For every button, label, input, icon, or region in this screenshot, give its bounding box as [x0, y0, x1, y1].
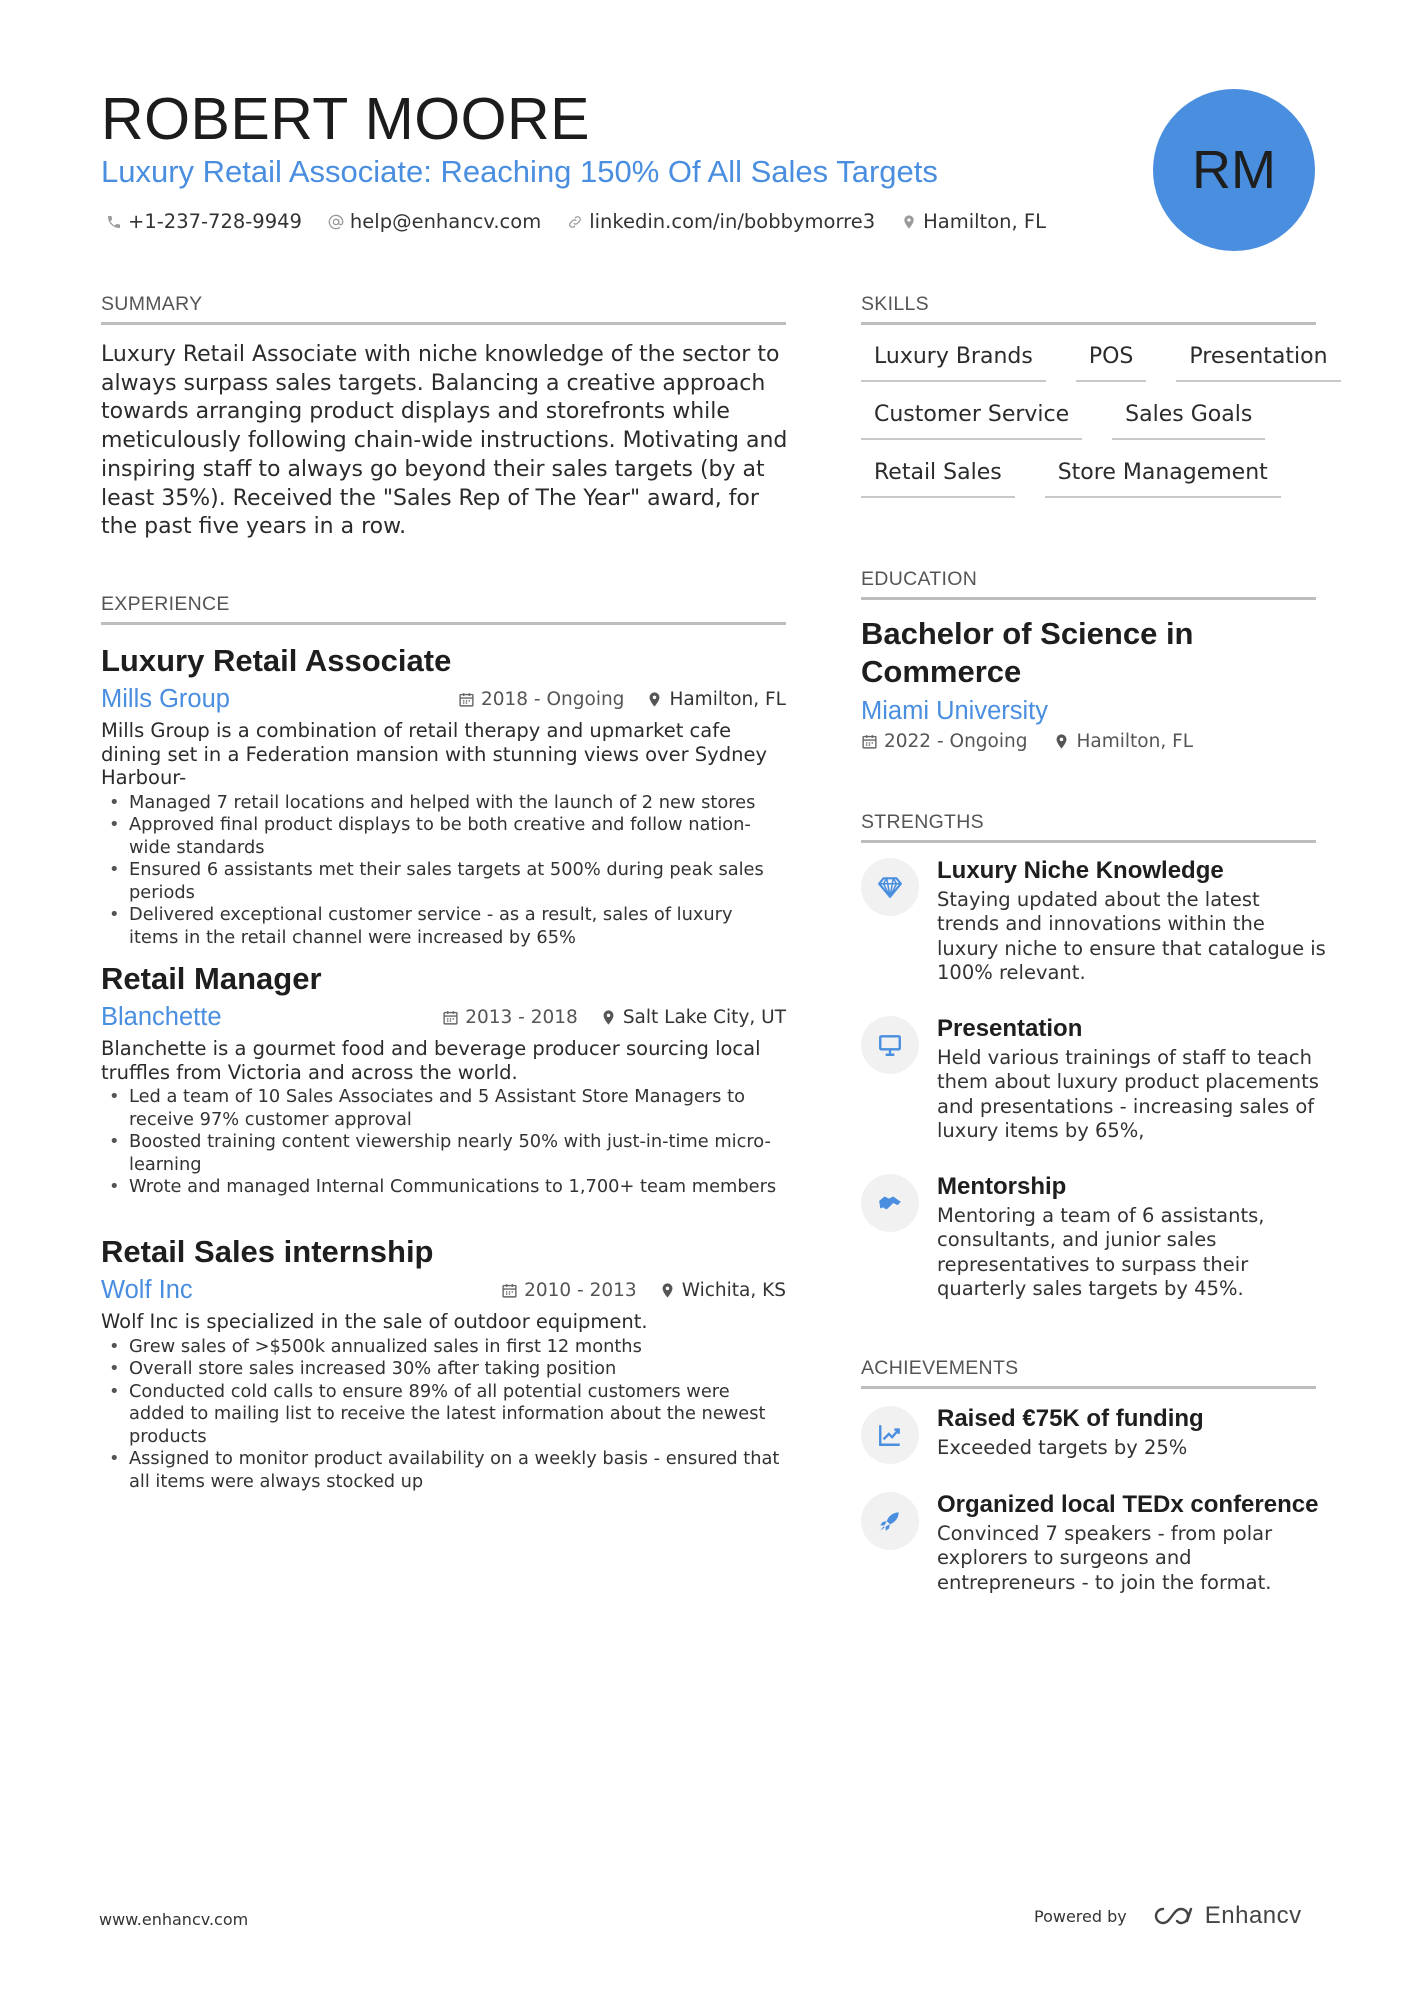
job-dates — [501, 1280, 637, 1301]
job-header-row — [101, 681, 786, 717]
brand-name: Enhancv — [1204, 1902, 1302, 1929]
strength-description: Staying updated about the latest trends and innovations within the luxury niche to ensure that catalogue is 100% relevant. — [937, 888, 1326, 984]
achievement-description: Convinced 7 speakers - from polar explorers to surgeons and entrepreneurs - to join the format. — [937, 1522, 1273, 1594]
contact-linkedin[interactable] — [567, 206, 875, 238]
skills-list — [861, 338, 1328, 512]
strength-description: Held various trainings of staff to teach them about luxury product placements and presentations - increasing sales of luxury items by 65%, — [937, 1046, 1319, 1142]
job-bullets — [101, 1336, 786, 1494]
school-name: Miami University — [861, 697, 1049, 725]
job-location — [600, 1007, 786, 1028]
list-item: • Boosted training content viewership nearly 50% with just-in-time micro-learning — [101, 1131, 786, 1176]
job-title: Retail Sales internship — [101, 1234, 434, 1269]
handshake-icon — [877, 1190, 903, 1216]
list-item: • Approved final product displays to be both creative and follow nation-wide standards — [101, 814, 786, 859]
calendar-icon — [442, 1009, 459, 1026]
candidate-headline: Luxury Retail Associate: Reaching 150% Of All Sales Targets — [101, 154, 938, 189]
job-bullets — [101, 1086, 786, 1199]
experience-entry — [101, 1232, 786, 1493]
skill-tag: Luxury Brands — [861, 338, 1046, 382]
skill-tag: Retail Sales — [861, 454, 1015, 498]
job-dates-text: 2018 - Ongoing — [480, 688, 625, 710]
job-dates — [442, 1007, 578, 1028]
map-pin-icon — [600, 1009, 617, 1026]
strength-body — [937, 1014, 1327, 1143]
skill-tag: Sales Goals — [1112, 396, 1265, 440]
strength-title: Mentorship — [937, 1173, 1067, 1200]
education-location — [1053, 731, 1193, 752]
achievement-icon-bubble — [861, 1406, 919, 1464]
contact-location — [901, 206, 1046, 238]
experience-entry — [101, 959, 786, 1199]
calendar-icon — [458, 691, 475, 708]
job-title: Luxury Retail Associate — [101, 643, 452, 678]
contact-linkedin-text: linkedin.com/in/bobbymorre3 — [589, 210, 876, 233]
job-location — [659, 1280, 786, 1301]
education-dates-text: 2022 - Ongoing — [884, 731, 1028, 752]
achievement-description: Exceeded targets by 25% — [937, 1436, 1188, 1459]
education-meta — [861, 731, 1321, 752]
strength-title: Luxury Niche Knowledge — [937, 857, 1224, 884]
job-meta — [501, 1280, 786, 1301]
job-location-text: Wichita, KS — [681, 1279, 786, 1301]
job-meta — [458, 689, 786, 710]
list-item: • Grew sales of >$500k annualized sales in first 12 months — [101, 1336, 786, 1359]
company-name: Mills Group — [101, 684, 230, 713]
education-entry — [861, 615, 1321, 752]
skill-tag: Presentation — [1176, 338, 1340, 382]
footer-branding — [1034, 1902, 1302, 1930]
phone-icon — [106, 214, 122, 230]
brand-logo[interactable] — [1149, 1902, 1302, 1930]
achievements-heading: ACHIEVEMENTS — [861, 1355, 1316, 1389]
presentation-icon — [877, 1032, 903, 1058]
footer-website[interactable]: www.enhancv.com — [99, 1910, 249, 1929]
map-pin-icon — [1053, 733, 1070, 750]
contact-location-text: Hamilton, FL — [923, 210, 1046, 233]
list-item: • Overall store sales increased 30% after taking position — [101, 1358, 786, 1381]
job-location-text: Hamilton, FL — [669, 688, 786, 710]
summary-text: Luxury Retail Associate with niche knowledge of the sector to always surpass sales targets. Balancing a creative approach towards arranging product displays and storefronts while meticulously following chain-wide instructions. Motivating and inspiring staff to always go beyond their sales targets (by at least 35%). Received the "Sales Rep of The Year" award, for the past five years in a row. — [101, 342, 788, 540]
calendar-icon — [861, 733, 878, 750]
skills-row — [861, 454, 1321, 512]
skill-tag: Customer Service — [861, 396, 1082, 440]
map-pin-icon — [646, 691, 663, 708]
achievement-body — [937, 1490, 1327, 1595]
strength-icon-bubble — [861, 858, 919, 916]
achievement-title: Raised €75K of funding — [937, 1405, 1204, 1432]
powered-by-label: Powered by — [1034, 1906, 1127, 1926]
job-dates-text: 2010 - 2013 — [524, 1279, 637, 1301]
job-location — [646, 689, 786, 710]
job-header-row — [101, 999, 786, 1035]
link-icon — [567, 214, 583, 230]
education-heading: EDUCATION — [861, 566, 1316, 600]
skill-tag: Store Management — [1045, 454, 1281, 498]
enhancv-logo-icon — [1149, 1904, 1195, 1928]
job-title: Retail Manager — [101, 961, 322, 996]
avatar: RM — [1153, 89, 1315, 251]
strength-icon-bubble — [861, 1016, 919, 1074]
company-name: Wolf Inc — [101, 1275, 193, 1304]
job-dates — [458, 689, 624, 710]
company-description: Wolf Inc is specialized in the sale of outdoor equipment. — [101, 1310, 648, 1333]
strength-title: Presentation — [937, 1015, 1083, 1042]
job-meta — [442, 1007, 786, 1028]
achievement-icon-bubble — [861, 1492, 919, 1550]
strength-body — [937, 1172, 1327, 1301]
skills-row — [861, 396, 1321, 454]
job-location-text: Salt Lake City, UT — [622, 1006, 786, 1028]
company-description: Blanchette is a gourmet food and beverage producer sourcing local truffles from Victoria and across the world. — [101, 1037, 761, 1084]
at-sign-icon — [328, 214, 344, 230]
skill-tag: POS — [1076, 338, 1147, 382]
company-name: Blanchette — [101, 1002, 222, 1031]
diamond-icon — [877, 874, 903, 900]
job-bullets — [101, 792, 786, 950]
experience-entry — [101, 641, 786, 949]
strength-body — [937, 856, 1327, 985]
contact-bar — [106, 206, 1046, 238]
contact-email[interactable] — [328, 206, 541, 238]
list-item: • Led a team of 10 Sales Associates and 5 Assistant Store Managers to receive 97% customer approval — [101, 1086, 786, 1131]
strength-description: Mentoring a team of 6 assistants, consultants, and junior sales representatives to surpass their quarterly sales targets by 45%. — [937, 1204, 1265, 1300]
job-header-row — [101, 1272, 786, 1308]
list-item: • Ensured 6 assistants met their sales targets at 500% during peak sales periods — [101, 859, 786, 904]
map-pin-icon — [901, 214, 917, 230]
degree-title: Bachelor of Science in Commerce — [861, 616, 1194, 689]
rocket-icon — [877, 1508, 903, 1534]
achievement-title: Organized local TEDx conference — [937, 1491, 1319, 1518]
skills-heading: SKILLS — [861, 291, 1316, 325]
education-dates — [861, 731, 1027, 752]
map-pin-icon — [659, 1282, 676, 1299]
chart-line-icon — [877, 1422, 903, 1448]
education-location-text: Hamilton, FL — [1076, 731, 1194, 752]
list-item: • Wrote and managed Internal Communications to 1,700+ team members — [101, 1176, 786, 1199]
contact-phone-text: +1-237-728-9949 — [128, 210, 302, 233]
achievement-body — [937, 1404, 1327, 1460]
list-item: • Assigned to monitor product availability on a weekly basis - ensured that all items were always stocked up — [101, 1448, 786, 1493]
strengths-heading: STRENGTHS — [861, 809, 1316, 843]
list-item: • Managed 7 retail locations and helped with the launch of 2 new stores — [101, 792, 786, 815]
list-item: • Delivered exceptional customer service - as a result, sales of luxury items in the retail channel were increased by 65% — [101, 904, 786, 949]
experience-heading: EXPERIENCE — [101, 591, 786, 625]
list-item: • Conducted cold calls to ensure 89% of all potential customers were added to mailing list to receive the latest information about the newest products — [101, 1381, 786, 1449]
contact-phone[interactable] — [106, 206, 302, 238]
calendar-icon — [501, 1282, 518, 1299]
summary-heading: SUMMARY — [101, 291, 786, 325]
strength-icon-bubble — [861, 1174, 919, 1232]
company-description: Mills Group is a combination of retail therapy and upmarket cafe dining set in a Federation mansion with stunning views over Sydney Harbour- — [101, 719, 767, 789]
candidate-name: ROBERT MOORE — [101, 86, 591, 152]
job-dates-text: 2013 - 2018 — [465, 1006, 578, 1028]
skills-row — [861, 338, 1328, 396]
contact-email-text: help@enhancv.com — [349, 210, 542, 233]
